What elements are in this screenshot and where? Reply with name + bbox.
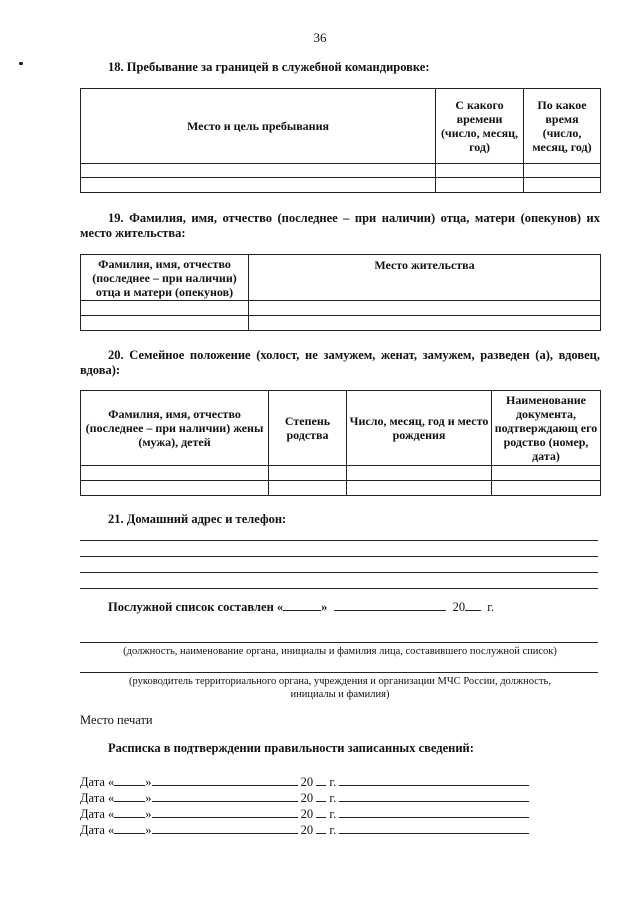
col-parents-name: Фамилия, имя, отчество (последнее – при наличии) отца и матери (опекунов)	[81, 255, 249, 301]
col-document: Наименование документа, подтверждающ его родство (номер, дата)	[492, 391, 601, 466]
receipt-date-row: Дата « » 20 г.	[80, 774, 529, 790]
receipt-year-field[interactable]	[316, 806, 326, 818]
head-caption: (руководитель территориального органа, учреждения и организации МЧС России, должность, инициалы и фамилия)	[129, 676, 551, 700]
margin-dot	[19, 62, 23, 65]
year-prefix: 20	[452, 600, 466, 614]
service-day-field[interactable]	[283, 599, 321, 611]
table-row	[81, 466, 601, 481]
receipt-month-field[interactable]	[152, 822, 298, 834]
service-year-field[interactable]	[465, 599, 481, 611]
section-19-title: 19. Фамилия, имя, отчество (последнее – при наличии) отца, матери (опекунов) их место жительства:	[80, 211, 600, 240]
receipt-day-field[interactable]	[114, 790, 145, 802]
receipt-month-field[interactable]	[152, 806, 298, 818]
receipt-month-field[interactable]	[152, 774, 298, 786]
service-record-line	[108, 599, 494, 615]
compiler-signature-line[interactable]	[80, 642, 598, 643]
page-number: 36	[313, 30, 327, 45]
receipt-date-row: Дата « » 20 г.	[80, 790, 529, 806]
receipt-day-field[interactable]	[114, 806, 145, 818]
address-line[interactable]	[80, 588, 598, 589]
table-row	[81, 481, 601, 496]
receipt-date-row: Дата « » 20 г.	[80, 806, 529, 822]
head-signature-line[interactable]	[80, 672, 598, 673]
col-to-date: По какое время (число, месяц, год)	[524, 89, 601, 164]
table-row	[81, 316, 601, 331]
receipt-year-field[interactable]	[316, 790, 326, 802]
table-row	[81, 178, 601, 193]
receipt-year-field[interactable]	[316, 774, 326, 786]
receipt-month-field[interactable]	[152, 790, 298, 802]
section-19-table	[80, 254, 601, 331]
col-birth: Число, месяц, год и место рождения	[347, 391, 492, 466]
section-20-table	[80, 390, 601, 496]
receipt-signature-field[interactable]	[339, 822, 529, 834]
receipt-date-row: Дата « » 20 г.	[80, 822, 529, 838]
section-20-title: 20. Семейное положение (холост, не замужем, женат, замужем, разведен (а), вдовец, вдова):	[80, 348, 600, 377]
stamp-place: Место печати	[80, 713, 153, 727]
close-quote: »	[321, 600, 328, 614]
col-relationship: Степень родства	[269, 391, 347, 466]
section-21-title: 21. Домашний адрес и телефон:	[108, 512, 287, 526]
table-row	[81, 301, 601, 316]
col-family-name: Фамилия, имя, отчество (последнее – при наличии) жены (мужа), детей	[81, 391, 269, 466]
address-line[interactable]	[80, 556, 598, 557]
service-record-label: Послужной список составлен «	[108, 600, 284, 614]
compiler-caption: (должность, наименование органа, инициалы и фамилия лица, составившего послужной список)	[123, 646, 557, 657]
service-month-field[interactable]	[334, 599, 446, 611]
address-line[interactable]	[80, 540, 598, 541]
section-18-title: 18. Пребывание за границей в служебной командировке:	[108, 60, 430, 74]
col-residence: Место жительства	[249, 255, 601, 301]
address-line[interactable]	[80, 572, 598, 573]
col-place-purpose: Место и цель пребывания	[81, 89, 436, 164]
receipt-day-field[interactable]	[114, 822, 145, 834]
receipt-title: Расписка в подтверждении правильности записанных сведений:	[108, 741, 474, 755]
year-suffix: г.	[487, 600, 495, 614]
receipt-day-field[interactable]	[114, 774, 145, 786]
receipt-signature-field[interactable]	[339, 790, 529, 802]
receipt-signature-field[interactable]	[339, 806, 529, 818]
receipt-year-field[interactable]	[316, 822, 326, 834]
table-row	[81, 164, 601, 178]
section-18-table	[80, 88, 601, 193]
receipt-signature-field[interactable]	[339, 774, 529, 786]
col-from-date: С какого времени (число, месяц, год)	[436, 89, 524, 164]
